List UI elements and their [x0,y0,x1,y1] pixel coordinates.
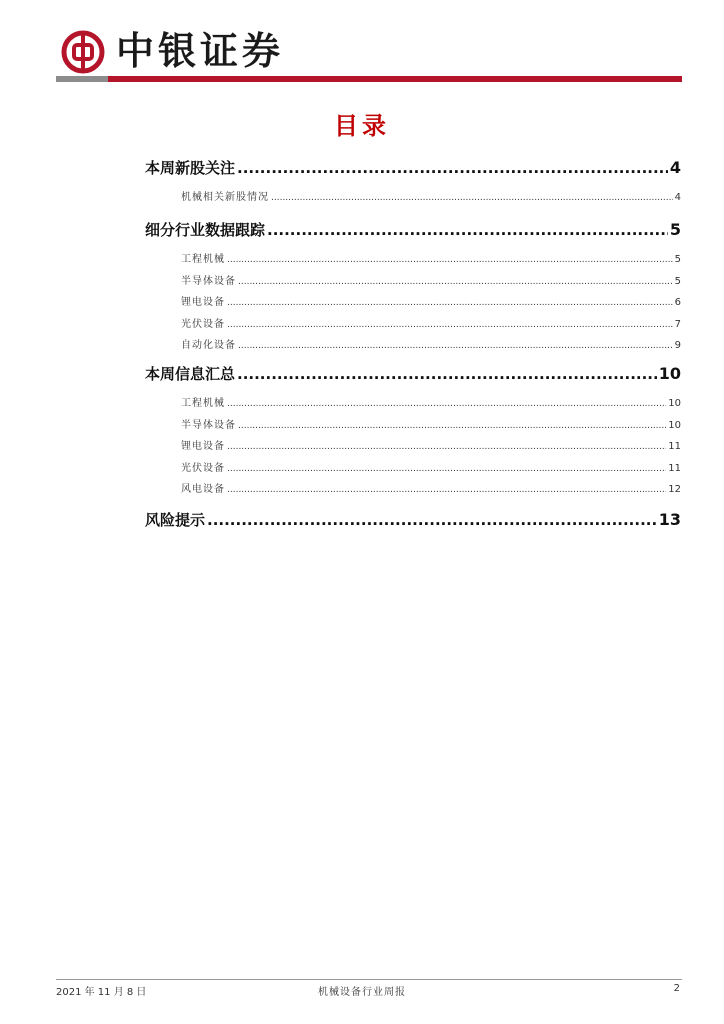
toc-page-number: 10 [668,419,681,431]
toc-section-industry-data[interactable] [145,219,681,241]
toc-section-weekly-info[interactable] [145,363,681,385]
toc-page-number: 11 [668,441,681,452]
toc-item[interactable] [181,437,681,452]
toc-item[interactable] [181,416,681,431]
header-divider [56,76,682,82]
toc-item-label: 工程机械 [181,398,225,409]
toc-leader-dots [227,399,666,409]
toc-item-label: 半导体设备 [181,275,236,287]
toc-item[interactable] [181,272,681,287]
toc-item-label: 自动化设备 [181,340,236,351]
toc-page-number: 5 [674,275,681,287]
toc-item-label: 锂电设备 [181,297,225,308]
toc-page-number: 7 [674,318,681,330]
footer-date: 2021 年 11 月 8 日 [56,987,147,998]
toc-item[interactable] [181,315,681,330]
toc-page-number: 5 [674,254,681,265]
toc-leader-dots [227,485,666,495]
toc-leader-dots [237,159,668,177]
toc-page-number: 5 [669,220,681,239]
toc-section-label: 风险提示 [145,511,206,529]
header-divider-accent [56,76,108,82]
footer-divider [56,979,682,980]
toc-page-number: 6 [674,297,681,308]
toc-leader-dots [227,255,673,265]
toc-page-number: 9 [674,340,681,351]
toc-leader-dots [227,464,666,474]
toc-leader-dots [267,221,668,239]
toc-leader-dots [237,365,657,383]
toc-section-label: 本周信息汇总 [145,365,236,383]
bank-of-china-logo-icon [61,30,105,74]
toc-item-label: 光伏设备 [181,318,225,330]
toc-item-label: 风电设备 [181,484,225,495]
toc-item[interactable] [181,336,681,351]
toc-leader-dots [227,298,673,308]
toc-page-number: 13 [658,510,681,529]
toc-leader-dots [238,421,666,431]
toc-page-number: 10 [658,364,681,383]
toc-page-number: 4 [674,192,681,203]
toc-leader-dots [271,193,673,203]
toc-item[interactable] [181,293,681,308]
toc-item[interactable] [181,188,681,203]
toc-leader-dots [238,341,673,351]
toc-leader-dots [227,442,666,452]
toc-leader-dots [207,511,657,529]
toc-leader-dots [238,277,673,287]
toc-section-new-stocks[interactable] [145,157,681,179]
brand-name: 中银证券 [116,28,285,73]
toc-item[interactable] [181,480,681,495]
toc-item-label: 工程机械 [181,254,225,265]
toc-section-label: 细分行业数据跟踪 [145,221,266,239]
toc-item[interactable] [181,459,681,474]
footer-report-title: 机械设备行业周报 [318,987,406,998]
toc-item-label: 半导体设备 [181,419,236,431]
footer-page-number: 2 [673,983,680,994]
toc-page-number: 12 [668,484,681,495]
toc-page-number: 10 [668,398,681,409]
toc-item[interactable] [181,250,681,265]
toc-item[interactable] [181,394,681,409]
toc-section-label: 本周新股关注 [145,159,236,177]
toc-page-number: 11 [668,462,681,474]
table-of-contents [145,150,681,540]
toc-page-number: 4 [669,158,681,177]
toc-title: 目录 [334,112,390,140]
toc-leader-dots [227,320,673,330]
toc-item-label: 锂电设备 [181,441,225,452]
toc-item-label: 机械相关新股情况 [181,192,269,203]
toc-section-risk-warning[interactable] [145,509,681,531]
toc-item-label: 光伏设备 [181,462,225,474]
